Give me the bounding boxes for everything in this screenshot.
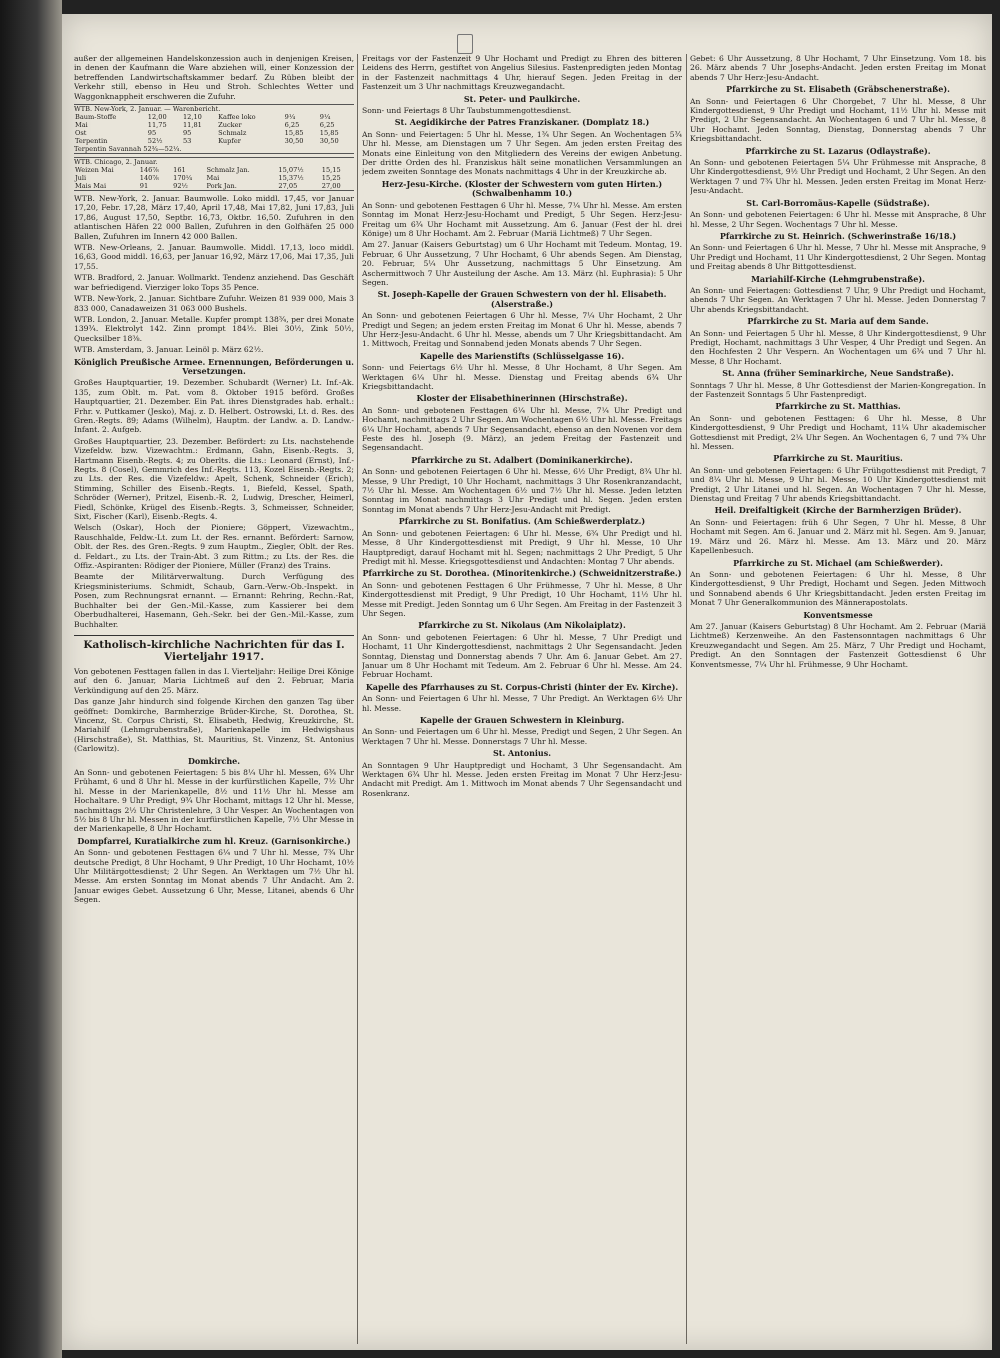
catholic-intro: Von gebotenen Festtagen fallen in das I. Vierteljahr: Heilige Drei Könige auf den 6. Januar, Maria Lichtmeß auf den 2. Februar, Maria Verkündigung auf den 25. März.	[74, 666, 354, 695]
church-schedule: An Sonn- und gebotenen Feiertagen: 6 Uhr Frühgottesdienst mit Predigt, 7 und 8¼ Uhr hl. Messe, 9 Uhr hl. Messe, 10 Uhr Kindergottesdienst mit Predigt, 2 Uhr Litanei und hl. Segen. An Wochentagen 7 Uhr hl. Messe, Dienstag und Freitag 7 Uhr abends Kriegsbittandacht.	[690, 465, 986, 504]
church-heading: Pfarrkirche zu St. Elisabeth (Gräbschenerstraße).	[726, 84, 950, 95]
church-schedule: Sonntags 7 Uhr hl. Messe, 8 Uhr Gottesdienst der Marien-Kongregation. In der Fastenzeit Sonntags 5 Uhr Fastenpredigt.	[690, 380, 986, 399]
church-schedule: Sonn- und Feiertags 6½ Uhr hl. Messe, 8 Uhr Hochamt, 8 Uhr Segen. Am Werktagen 6¼ Uhr hl. Messe. Dienstag und Freitag abends 6¾ Uhr Kriegsbittandacht.	[362, 363, 682, 391]
church-heading: Pfarrkirche zu St. Lazarus (Odlaystraße).	[745, 145, 931, 156]
market-cell: 12,00	[147, 113, 167, 122]
church-heading: Pfarrkirche zu St. Dorothea. (Minoritenkirche.) (Schweidnitzerstraße.)	[362, 568, 682, 579]
market-cell: Kaffee loko	[218, 113, 256, 122]
market-cell: 12,10	[182, 113, 202, 122]
market-row	[74, 121, 354, 129]
church-heading: Dompfarrei, Kuratialkirche zum hl. Kreuz. (Garnisonkirche.)	[77, 835, 351, 846]
market-cell: 30,50	[319, 137, 339, 146]
army-paragraph: Welsch (Oskar), Hoch der Pioniere; Göppert, Vizewachtm., Rauschhalde, Feldw.-Lt. zum Lt. der Res. ernannt. Befördert: Sarnow, Oblt. der Res. des Gren.-Regts. 9 zum Hauptm., Ziegler, Oblt. der Res. d. Feldart., zu Lts. der Train-Abt. 3 zum Rittm.; zu Lts. der Res. die Offiz.-Aspiranten: Rödiger der Pioniere, Müller (Franz) des Trains.	[74, 523, 354, 571]
army-paragraph: Großes Hauptquartier, 23. Dezember. Befördert: zu Lts. nachstehende Vizefeldw. bzw. Vizewachtm.: Erdmann, Gahn, Eisenb.-Regts. 3, Hartmann Eisenb.-Regts. 4; zu Oberlts. die Lts.: Leonard (Ernst), Inf.-Regts. 8 (Cosel), Gemmrich des Inf.-Regts. 113, Kozel Eisenb.-Regts. 2; zu Lts. der Res. die Vizefeldw.: Apelt, Schenk, Schneider (Erich), Stimming, Schiller des Eisenb.-Regts. 1, Biefeld, Kessel, Spath, Schröder (Werner), Pritzel, Eisenb.-R. 2, Ludwig, Drescher, Heimerl, Fiedl, Schönke, Krügel des Eisenb.-Regts. 3, Schmeisser, Schneider, Sixt, Fischer (Karl), Eisenb.-Regts. 4.	[74, 436, 354, 522]
church-heading: Pfarrkirche zu St. Maria auf dem Sande.	[747, 316, 929, 327]
market-cell: 91	[139, 182, 149, 191]
market-cell: 27,00	[321, 182, 341, 191]
market-cell: 15,85	[319, 129, 339, 138]
church-schedule: An Sonn- und Feiertagen 6 Uhr Chorgebet, 7 Uhr hl. Messe, 8 Uhr Kindergottesdienst, 9 Uhr Predigt und Hochamt, 11½ Uhr hl. Messe mit Predigt, 2 Uhr Segensandacht. An Wochentagen 6 und 7 Uhr hl. Messe, 8 Uhr Hochamt. Jeden Sonntag, Dienstag, Donnerstag abends 7 Uhr Kriegsbittandacht.	[690, 96, 986, 144]
church-heading: St. Joseph-Kapelle der Grauen Schwestern von der hl. Elisabeth. (Alserstraße.)	[377, 289, 667, 309]
market-cell: 53	[182, 137, 192, 146]
page-mark	[457, 34, 473, 54]
church-schedule: An Sonn- und Feiertagen: früh 6 Uhr Segen, 7 Uhr hl. Messe, 8 Uhr Hochamt mit Segen. Am 6. Januar und 2. März mit hl. Segen. Am 9. Januar, 19. März und 26. März hl. Messe. Am 13. März und 20. März Kapellenbesuch.	[690, 517, 986, 556]
church-heading: Kapelle des Marienstifts (Schlüsselgasse 16).	[419, 350, 625, 361]
market-cell: Schmalz Jan.	[206, 166, 250, 175]
market-cell: Pork Jan.	[206, 182, 237, 191]
column-rule	[357, 54, 358, 1344]
newspaper-page	[62, 14, 992, 1350]
market-cell: Baum-Stoffe	[75, 113, 117, 122]
church-schedule: An Sonn- und gebotenen Feiertagen 5¼ Uhr Frühmesse mit Ansprache, 8 Uhr Kindergottesdienst, 9½ Uhr Predigt und Hochamt, 2 Uhr Segen. An den Werktagen 7 und 7¾ Uhr hl. Messen. Jeden ersten Freitag im Monat Herz-Jesu-Andacht.	[690, 158, 986, 196]
market-cell: Ost	[75, 129, 87, 138]
intro-paragraph: außer der allgemeinen Handelskonzession auch in denjenigen Kreisen, in denen der Kaufmann die Ware abziehen will, einer Konzession der betreffenden Landwirtschaftskammer bedarf. Zu Rüben bleibt der Verkehr still, ebenso in Heu und Stroh. Schlechtes Wetter und Waggonknappheit erschweren die Zufuhr.	[74, 54, 354, 101]
market-cell: Weizen Mai	[75, 166, 114, 175]
market-cell: 161	[173, 166, 186, 175]
church-schedule: An Sonn- und gebotenen Feiertagen: 6 Uhr hl. Messe mit Ansprache, 8 Uhr hl. Messe, 2 Uhr Segen. Wochentags 7 Uhr hl. Messe.	[690, 210, 986, 229]
market-row	[74, 129, 354, 137]
market-report-chicago	[74, 157, 354, 191]
church-schedule: An Sonn- und Feiertagen um 6 Uhr hl. Messe, Predigt und Segen, 2 Uhr Segen. An Werktagen 7 Uhr hl. Messe. Donnerstags 7 Uhr hl. Messe.	[362, 727, 682, 746]
church-schedule: Am 27. Januar (Kaisers Geburtstag) um 6 Uhr Hochamt mit Tedeum. Montag, 19. Februar, 6 Uhr Aussetzung, 7 Uhr Hochamt, 6 Uhr abends Segen. Am Dienstag, 20. Februar, 5¼ Uhr Aussetzung, nachmittags 5 Uhr Einsetzung. Am Aschermittwoch 7 Uhr Austeilung der Asche. Am 13. März (hl. Euphrasia): 5 Uhr Segen.	[362, 240, 682, 287]
market-cell: 6,25	[319, 121, 335, 130]
market-row	[74, 137, 354, 145]
market-cell: 95	[182, 129, 192, 138]
church-heading: Kapelle der Grauen Schwestern in Kleinburg.	[419, 715, 625, 725]
column-2	[362, 54, 682, 1344]
church-schedule: An Sonn- und gebotenen Feiertagen: 6 Uhr hl. Messe, 6¾ Uhr Predigt und hl. Messe, 8 Uhr Kindergottesdienst mit Predigt, 9 Uhr hl. Messe, 10 Uhr Hauptpredigt, darauf Hochamt mit hl. Segen; nachmittags 2 Uhr Predigt, 5 Uhr Predigt mit hl. Messe. Kriegsgottesdienst und Andachten: Montag 7 Uhr abends.	[362, 528, 682, 566]
market-cell: Zucker	[218, 121, 242, 130]
church-schedule: An Sonn- und Feiertagen 6 Uhr hl. Messe, 7 Uhr hl. Messe mit Ansprache, 9 Uhr Predigt und Hochamt, 11 Uhr Kindergottesdienst, 2 Uhr Segen. Montag und Freitag abends 8 Uhr Bittgottesdienst.	[690, 243, 986, 272]
church-heading: Pfarrkirche zu St. Mauritius.	[773, 453, 903, 464]
church-schedule: An Sonn- und gebotenen Feiertagen: 5 bis 8¼ Uhr hl. Messen, 6¾ Uhr Frühamt, 6 und 8 Uhr hl. Messe in der kurfürstlichen Kapelle, 7½ Uhr hl. Messe in der Marienkapelle, 8½ und 11½ Uhr hl. Messe am Hochaltare. 9 Uhr Predigt, 9¾ Uhr Hochamt, mittags 12 Uhr hl. Messe, nachmittags 2½ Uhr Christenlehre, 3 Uhr Vesper. An Wochentagen von 5½ bis 8 Uhr hl. Messen in der kurfürstlichen Kapelle, 7½ Uhr Messe in der Marienkapelle, 8 Uhr Hochamt.	[74, 767, 354, 834]
church-heading: Herz-Jesu-Kirche. (Kloster der Schwestern vom guten Hirten.) (Schwalbenhamm 10.)	[381, 178, 663, 199]
church-schedule: Sonn- und Feiertags 8 Uhr Taubstummengottesdienst.	[362, 106, 572, 116]
market-cell: Terpentin	[75, 137, 108, 146]
church-heading: Mariahilf-Kirche (Lehmgrubenstraße).	[751, 273, 925, 284]
ny-supply-report: WTB. New-York, 2. Januar. Sichtbare Zufuhr. Weizen 81 939 000, Mais 3 833 000, Canadaweizen 31 063 000 Bushels.	[74, 294, 354, 313]
church-heading: Kapelle des Pfarrhauses zu St. Corpus-Christi (hinter der Ev. Kirche).	[365, 681, 679, 692]
neworleans-report: WTB. New-Orleans, 2. Januar. Baumwolle. Middl. 17,13, loco middl. 16,63, Good middl. 16,63, per Januar 16,92, März 17,06, Mai 17,35, Juli 17,55.	[74, 243, 354, 271]
market-cell: 30,50	[284, 137, 304, 146]
bradford-report: WTB. Bradford, 2. Januar. Wollmarkt. Tendenz anziehend. Das Geschäft war befriedigend. Vierziger loko Tops 35 Pence.	[74, 273, 354, 292]
church-heading: Domkirche.	[187, 755, 241, 766]
market-cell: 52½	[147, 137, 163, 146]
market-cell: 15,07½	[278, 166, 304, 175]
metals-report: WTB. London, 2. Januar. Metalle. Kupfer prompt 138¾, per drei Monate 139¾. Elektrolyt 142. Zinn prompt 184½. Blei 30½, Zink 50½, Quecksilber 18⅜.	[74, 314, 354, 343]
column-3	[690, 54, 986, 1344]
market-cell: Mai	[206, 174, 220, 183]
church-schedule: Am 27. Januar (Kaisers Geburtstag) 8 Uhr Hochamt. Am 2. Februar (Mariä Lichtmeß) Kerzenweihe. An den Fastensonntagen nachmittags 6 Uhr Kreuzwegandacht und Segen. Am 25. März, 7 Uhr Predigt und Hochamt, Predigt. An den Sonntagen der Fastenzeit Gottesdienst 6 Uhr Konventsmesse, 7¼ Uhr hl. Frühmesse, 9 Uhr Hochamt.	[690, 621, 986, 669]
church-heading: St. Antonius.	[492, 748, 552, 759]
market-cell: 15,37½	[278, 174, 304, 183]
market-cell: 95	[147, 129, 157, 138]
church-schedule: An Sonn- und gebotenen Feiertagen: 6 Uhr hl. Messe, 8 Uhr Kindergottesdienst, 9 Uhr Predigt, Hochamt und Segen. Jeden Mittwoch und Sonnabend abends 6 Uhr Kriegsbittandacht. Jeden ersten Freitag im Monat 7 Uhr Generalkommunion des Männerapostolats.	[690, 569, 986, 608]
church-heading: Pfarrkirche zu St. Nikolaus (Am Nikolaiplatz).	[418, 620, 626, 631]
amsterdam-report: WTB. Amsterdam, 3. Januar. Leinöl p. März 62½.	[74, 345, 264, 355]
market-row	[74, 166, 354, 174]
church-heading: St. Peter- und Paulkirche.	[463, 93, 581, 104]
market-cell: Schmalz	[218, 129, 247, 138]
church-heading: Pfarrkirche zu St. Bonifatius. (Am Schießwerderplatz.)	[398, 516, 646, 527]
church-schedule: An Sonn- und Feiertagen 6 Uhr hl. Messe, 7 Uhr Predigt. An Werktagen 6½ Uhr hl. Messe.	[362, 694, 682, 713]
church-schedule: An Sonn- und Feiertagen: 5 Uhr hl. Messe, 1¾ Uhr Segen. An Wochentagen 5¾ Uhr hl. Messe, am Dienstagen um 7 Uhr Segen. Am jeden ersten Freitag des Monats eine Einleitung von den Mitgliedern des Vereins der ewigen Anbetung. Der dritte Orden des hl. Franziskus hält seine monatlichen Versammlungen an jedem zweiten Sonntage des Monats nachmittags 4 Uhr in der Kreuzkirche ab.	[362, 129, 682, 177]
market-row	[74, 174, 354, 182]
church-heading: St. Anna (früher Seminarkirche, Neue Sandstraße).	[722, 368, 954, 379]
market-cell: 11,75	[147, 121, 167, 130]
market-cell: 15,15	[321, 166, 341, 175]
column-1	[74, 54, 354, 1344]
market-cell: Juli	[75, 174, 87, 183]
church-heading: Konventsmesse	[803, 609, 873, 620]
church-heading: Heil. Dreifaltigkeit (Kirche der Barmherzigen Brüder).	[714, 505, 962, 516]
market-table-chicago	[74, 166, 354, 190]
market-cell: 170¼	[173, 174, 193, 183]
market-cell: 92½	[173, 182, 188, 191]
market-cell: 9¼	[319, 113, 331, 122]
intro-paragraph: Freitags vor der Fastenzeit 9 Uhr Hochamt und Predigt zu Ehren des bitteren Leidens des Herrn, gestiftet von Angelius Silesius. Fastenpredigten jeden Montag in der Fastenzeit nachmittags 4 Uhr, hierauf Segen. Jeden Freitag in der Fastenzeit um 3 Uhr nachmittags Kreuzwegandacht.	[362, 54, 682, 92]
church-schedule: An Sonn- und gebotenen Feiertagen 6 Uhr hl. Messe, 7¼ Uhr Hochamt, 2 Uhr Predigt und Segen; an jedem ersten Freitag im Monat 6 Uhr hl. Messe, abends 7 Uhr Herz-Jesu-Andacht. 6 Uhr hl. Messe, abends um 7 Uhr Kriegsbittandacht. Am 1. Mittwoch, Freitag und Sonnabend jeden Monats abends 7 Uhr Segen.	[362, 311, 682, 349]
church-heading: Kloster der Elisabethinerinnen (Hirschstraße).	[416, 393, 628, 404]
church-schedule: An Sonn- und gebotenen Festtagen 6¼ Uhr hl. Messe, 7¼ Uhr Predigt und Hochamt, nachmittags 2 Uhr Segen. Am Wochentagen 6½ Uhr hl. Messe. Freitags 6¼ Uhr Hochamt, abends 7 Uhr Segensandacht, ebenso an den Novenen vor dem Feste des hl. Joseph (9. März), an jedem Freitag der Fastenzeit und Segensandacht.	[362, 405, 682, 453]
market-cell: 11,81	[182, 121, 202, 130]
church-heading: Pfarrkirche zu St. Adalbert (Dominikanerkirche).	[411, 454, 633, 465]
market-row	[74, 113, 354, 121]
army-paragraph: Beamte der Militärverwaltung. Durch Verfügung des Kriegsministeriums. Schmidt, Schaub, Garn.-Verw.-Ob.-Inspekt. in Posen, zum Rechnungsrat ernannt. — Ernannt: Rehring, Rechn.-Rat, Buchhalter bei der Gen.-Mil.-Kasse, zum Kassierer bei dem Oberbudhalterei, Hasemann, Geh.-Sekr. bei der Gen.-Mil.-Kasse, zum Buchhalter.	[74, 572, 354, 629]
market-cell: 9¼	[284, 113, 296, 122]
church-heading: Pfarrkirche zu St. Heinrich. (Schwerinstraße 16/18.)	[719, 230, 957, 241]
cotton-report: WTB. New-York, 2. Januar. Baumwolle. Loko middl. 17,45, vor Januar 17,20, Febr. 17,28, März 17,40, April 17,48, Mai 17,82, Juni 17,83, Juli 17,86, August 17,50, Septbr. 16,73, Oktbr. 16,50. Zufuhren in den atlantischen Häfen 22 000 Ballen, Zufuhren in den Golfhäfen 25 000 Ballen, Zufuhren im Innern 42 000 Ballen.	[74, 194, 354, 241]
church-schedule: An Sonn- und Feiertagen: Gottesdienst 7 Uhr, 9 Uhr Predigt und Hochamt, abends 7 Uhr Segen. An Werktagen 7 Uhr hl. Messe. Jeden Donnerstag 7 Uhr abends Kriegsbittandacht.	[690, 285, 986, 314]
army-heading: Königlich Preußische Armee. Ernennungen, Beförderungen u. Versetzungen.	[74, 356, 354, 376]
book-gutter	[0, 0, 62, 1358]
market-row	[74, 182, 354, 190]
intro-paragraph: Gebet: 6 Uhr Aussetzung, 8 Uhr Hochamt, 7 Uhr Einsetzung. Vom 18. bis 26. März abends 7 Uhr Josephs-Andacht. Jeden ersten Freitag im Monat abends 7 Uhr Herz-Jesu-Andacht.	[690, 54, 986, 82]
church-schedule: An Sonn- und gebotenen Festtagen 6 Uhr hl. Messe, 7¼ Uhr hl. Messe. Am ersten Sonntag im Monat Herz-Jesu-Hochamt und Predigt, 5 Uhr Segen. Herz-Jesu-Freitag um 6¾ Uhr Hochamt mit Aussetzung. Am 6. Januar (Fest der hl. drei Könige) um 8 Uhr Hochamt. Am 2. Februar (Mariä Lichtmeß) 7 Uhr Segen.	[362, 200, 682, 238]
market-cell: 27,05	[278, 182, 298, 191]
church-heading: St. Carl-Borromäus-Kapelle (Südstraße).	[746, 197, 930, 208]
church-schedule: An Sonn- und Feiertagen 5 Uhr hl. Messe, 8 Uhr Kindergottesdienst, 9 Uhr Predigt, Hochamt, nachmittags 3 Uhr Vesper, 4 Uhr Predigt und Segen. An den Hochfesten 2 Uhr Vespern. An Wochentagen um 6¾ und 7 Uhr hl. Messe, 8 Uhr Hochamt.	[690, 328, 986, 366]
church-schedule: An Sonn- und gebotenen Feiertagen 6 Uhr hl. Messe, 6½ Uhr Predigt, 8¾ Uhr hl. Messe, 9 Uhr Predigt, 10 Uhr Hochamt, nachmittags 3 Uhr Rosenkranzandacht, 7½ Uhr hl. Messe. Am Wochentagen 6½ und 7½ Uhr hl. Messe. Jeden letzten Sonntag im Monat nachmittags 3 Uhr Predigt und hl. Segen. Jeden ersten Sonntag im Monat abends 7 Uhr Herz-Jesu-Andacht mit Predigt.	[362, 467, 682, 514]
catholic-intro: Das ganze Jahr hindurch sind folgende Kirchen den ganzen Tag über geöffnet: Domkirche, Barmherzige Brüder-Kirche, St. Dorothea, St. Vincenz, St. Corpus Christi, St. Elisabeth, Hedwig, Kreuzkirche, St. Mariahilf (Lehmgrubenstraße), Marienkapelle im Hedwigshaus (Hirschstraße), St. Matthias, St. Mauritius, St. Vinzenz, St. Antonius (Carlowitz).	[74, 697, 354, 754]
column-rule	[686, 54, 687, 1344]
church-schedule: An Sonn- und gebotenen Feiertagen: 6 Uhr hl. Messe, 7 Uhr Predigt und Hochamt, 11 Uhr Kindergottesdienst, nachmittags 2 Uhr Segensandacht. Jeden Sonntag, Dienstag und Donnerstag abends 7 Uhr. Am 6. Januar Gebet. Am 27. Januar um 8 Uhr Hochamt mit Tedeum. Am 2. Februar 6 Uhr hl. Messe. Am 24. Februar Hochamt.	[362, 632, 682, 680]
market-cell: Mais Mai	[75, 182, 107, 191]
market-report-new-york	[74, 104, 354, 154]
market-table-new-york	[74, 113, 354, 145]
catholic-section-heading: Katholisch-kirchliche Nachrichten für das I. Vierteljahr 1917.	[74, 635, 354, 663]
army-paragraph: Großes Hauptquartier, 19. Dezember. Schubardt (Werner) Lt. Inf.-Ak. 135, zum Oblt. m. Pat. vom 8. Oktober 1915 beförd. Großes Hauptquartier, 21. Dezember. Ein Pat. ihres Dienstgrades hab. erhalt.: Frhr. v. Puttkamer (Jesko), Maj. z. D. Helbert. Ostrowski, Lt. d. Res. des Gren.-Regts. 89; Adams (Wilhelm), Hauptm. der Landw. a. D. Landw.-Infant. 2. Aufgeb.	[74, 378, 354, 435]
market-title: WTB. Chicago, 2. Januar.	[74, 158, 158, 167]
market-title: WTB. New-York, 2. Januar. — Warenbericht.	[74, 105, 221, 114]
church-schedule: An Sonn- und gebotenen Festtagen 6¼ und 7 Uhr hl. Messe, 7¾ Uhr deutsche Predigt, 8 Uhr Hochamt, 9 Uhr Predigt, 10 Uhr Hochamt, 10½ Uhr Militärgottesdienst; 2 Uhr Segen. An Werktagen um 7½ Uhr hl. Messe. Am ersten Sonntag im Monat abends 7 Uhr Andacht. Am 2. Januar ewiges Gebet. Aussetzung 6 Uhr, Messe, Litanei, abends 6 Uhr Segen.	[74, 848, 354, 905]
church-heading: Pfarrkirche zu St. Michael (am Schießwerder).	[733, 557, 943, 568]
church-schedule: An Sonn- und gebotenen Festtagen 6 Uhr Frühmesse, 7 Uhr hl. Messe, 8 Uhr Kindergottesdienst mit Predigt, 9 Uhr Predigt, 10 Uhr Hochamt, 11½ Uhr hl. Messe mit Predigt. Jeden Sonntag um 6 Uhr Segen. Am Freitag in der Fastenzeit 3 Uhr Segen.	[362, 580, 682, 618]
market-cell: 146⅞	[139, 166, 159, 175]
market-cell: 15,85	[284, 129, 304, 138]
market-cell: 6,25	[284, 121, 300, 130]
market-cell: 15,25	[321, 174, 341, 183]
market-cell: Mai	[75, 121, 88, 130]
market-cell: Kupfer	[218, 137, 241, 146]
market-cell: 140⅞	[139, 174, 159, 183]
church-heading: St. Aegidikirche der Patres Franziskaner. (Domplatz 18.)	[394, 117, 650, 128]
church-schedule: An Sonntagen 9 Uhr Hauptpredigt und Hochamt, 3 Uhr Segensandacht. Am Werktagen 6¾ Uhr hl. Messe. Jeden ersten Freitag im Monat 7 Uhr Herz-Jesu-Andacht mit Predigt. Am 1. Mittwoch im Monat abends 7 Uhr Segensandacht und Rosenkranz.	[362, 760, 682, 798]
church-heading: Pfarrkirche zu St. Matthias.	[775, 401, 901, 412]
turpentine-line: Terpentin Savannah 52¾—52¼.	[74, 145, 182, 154]
church-schedule: An Sonn- und gebotenen Festtagen: 6 Uhr hl. Messe, 8 Uhr Kindergottesdienst, 9 Uhr Predigt und Hochamt, 11¼ Uhr akademischer Gottesdienst mit Predigt, 2¼ Uhr Segen. An Wochentagen 6, 7 und 7¾ Uhr hl. Messen.	[690, 413, 986, 452]
